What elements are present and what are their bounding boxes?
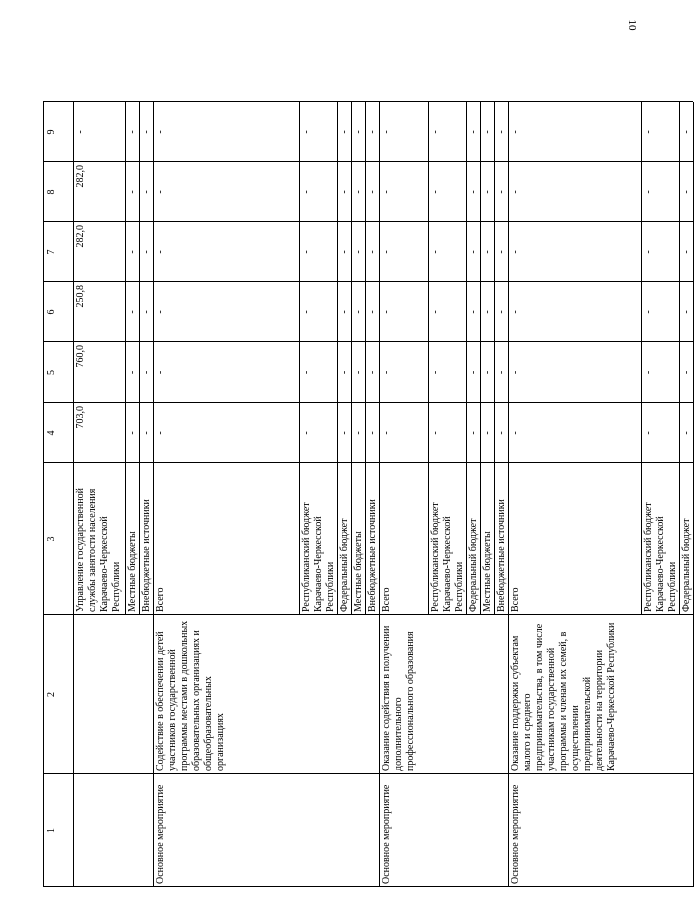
value-cell: - [301, 190, 312, 194]
column-rule [43, 402, 693, 403]
value-cell: 760,0 [75, 345, 86, 368]
value-cell: - [353, 250, 364, 254]
value-cell: - [367, 431, 378, 435]
column-header: 3 [46, 536, 57, 542]
column-header: 9 [46, 129, 57, 135]
column-header: 1 [46, 828, 57, 833]
value-cell: - [496, 250, 507, 254]
value-cell: - [482, 250, 493, 254]
value-cell: - [127, 250, 138, 254]
column-rule [43, 281, 693, 282]
value-cell: 703,0 [75, 406, 86, 429]
value-cell: - [353, 370, 364, 375]
value-cell: - [75, 130, 86, 134]
column-rule [43, 101, 693, 102]
funding-source-cell: Всего [381, 587, 392, 612]
value-cell: - [353, 190, 364, 194]
value-cell: - [301, 130, 312, 134]
value-cell: - [510, 190, 521, 194]
value-cell: - [339, 310, 350, 314]
value-cell: - [381, 190, 392, 194]
row-rule [351, 102, 352, 615]
value-cell: 250,8 [75, 285, 86, 308]
funding-source-cell: Внебюджетные источники [367, 499, 378, 612]
row-rule [428, 102, 429, 615]
column-header: 4 [46, 430, 57, 436]
value-cell: - [301, 431, 312, 435]
value-cell: - [430, 310, 441, 314]
budget-table [43, 34, 692, 887]
row-rule [337, 102, 338, 615]
value-cell: - [127, 130, 138, 134]
value-cell: - [127, 190, 138, 194]
value-cell: - [681, 250, 692, 254]
value-cell: - [141, 310, 152, 314]
value-cell: - [468, 431, 479, 435]
value-cell: - [468, 190, 479, 194]
column-header: 2 [46, 692, 57, 697]
value-cell: - [127, 431, 138, 435]
value-cell: - [681, 310, 692, 314]
value-cell: - [510, 250, 521, 254]
row-rule [480, 102, 481, 615]
column-rule [43, 614, 693, 615]
value-cell: - [353, 310, 364, 314]
funding-source-cell: Федеральный бюджет [468, 518, 479, 612]
value-cell: - [510, 130, 521, 134]
value-cell: - [482, 310, 493, 314]
funding-source-cell: Республиканский бюджет Карачаево-Черкесской Республики [301, 502, 336, 612]
value-cell: - [381, 370, 392, 375]
value-cell: - [367, 130, 378, 134]
funding-source-cell: Местные бюджеты [127, 531, 138, 612]
funding-source-cell: Местные бюджеты [353, 531, 364, 612]
value-cell: - [155, 190, 166, 194]
row-rule [679, 102, 680, 615]
value-cell: - [127, 310, 138, 314]
value-cell: - [339, 130, 350, 134]
value-cell: - [482, 130, 493, 134]
column-rule [43, 221, 693, 222]
value-cell: - [367, 190, 378, 194]
value-cell: - [155, 130, 166, 134]
column-rule [43, 462, 693, 463]
value-cell: - [339, 370, 350, 375]
funding-source-cell: Федеральный бюджет [339, 518, 350, 612]
value-cell: - [141, 250, 152, 254]
funding-source-cell: Федеральный бюджет [681, 518, 692, 612]
value-cell: - [482, 190, 493, 194]
value-cell: - [155, 431, 166, 435]
value-cell: - [468, 310, 479, 314]
value-cell: - [468, 250, 479, 254]
column-rule [43, 886, 693, 887]
funding-source-cell: Республиканский бюджет Карачаево-Черкесской Республики [643, 502, 678, 612]
value-cell: - [155, 250, 166, 254]
funding-source-cell: Внебюджетные источники [496, 499, 507, 612]
column-rule [43, 773, 693, 774]
funding-source-cell: Республиканский бюджет Карачаево-Черкесской Республики [430, 502, 465, 612]
value-cell: - [301, 370, 312, 375]
value-cell: - [510, 310, 521, 314]
value-cell: - [367, 310, 378, 314]
value-cell: - [381, 310, 392, 314]
value-cell: - [510, 370, 521, 375]
measure-name-cell: Оказание поддержки субъектам малого и среднего предпринимательства, в том числе участникам государственной программы и членам их семей, в осуществлении предпринимательской деятельности на территории Карачаево-Черкесской Республики [510, 622, 617, 771]
measure-type-cell: Основное мероприятие [381, 784, 392, 884]
value-cell: - [681, 190, 692, 194]
value-cell: - [496, 310, 507, 314]
funding-source-cell: Внебюджетные источники [141, 499, 152, 612]
value-cell: - [367, 250, 378, 254]
value-cell: - [430, 431, 441, 435]
value-cell: - [381, 431, 392, 435]
value-cell: - [155, 310, 166, 314]
row-rule [125, 102, 126, 615]
value-cell: - [643, 431, 654, 435]
value-cell: - [367, 370, 378, 375]
value-cell: - [353, 431, 364, 435]
row-rule [466, 102, 467, 615]
column-header: 7 [46, 249, 57, 255]
row-rule [73, 102, 74, 887]
measure-name-cell: Оказание содействия в получении дополнительного профессионального образования [381, 625, 416, 771]
value-cell: - [353, 130, 364, 134]
value-cell: - [381, 250, 392, 254]
value-cell: - [430, 130, 441, 134]
funding-source-cell: Всего [510, 587, 521, 612]
value-cell: - [496, 190, 507, 194]
value-cell: - [141, 190, 152, 194]
value-cell: - [141, 431, 152, 435]
column-header: 8 [46, 189, 57, 195]
value-cell: - [430, 190, 441, 194]
value-cell: - [430, 370, 441, 375]
value-cell: - [301, 250, 312, 254]
value-cell: - [381, 130, 392, 134]
column-rule [43, 161, 693, 162]
column-header: 5 [46, 370, 57, 375]
row-rule [139, 102, 140, 615]
row-rule [365, 102, 366, 615]
row-rule [379, 102, 380, 887]
value-cell: - [681, 130, 692, 134]
value-cell: - [155, 370, 166, 375]
funding-source-cell: Местные бюджеты [482, 531, 493, 612]
value-cell: - [339, 250, 350, 254]
value-cell: - [643, 190, 654, 194]
funding-source-cell: Всего [155, 587, 166, 612]
value-cell: - [643, 250, 654, 254]
column-header: 6 [46, 309, 57, 315]
value-cell: - [468, 130, 479, 134]
value-cell: - [496, 431, 507, 435]
value-cell: - [339, 190, 350, 194]
row-rule [641, 102, 642, 615]
value-cell: - [339, 431, 350, 435]
row-rule [153, 102, 154, 887]
measure-name-cell: Содействие в обеспечении детей участников государственной программы местами в дошкольных образовательных организациях и общеобразовательных организациях [155, 620, 226, 771]
row-rule [299, 102, 300, 615]
value-cell: - [430, 250, 441, 254]
value-cell: - [510, 431, 521, 435]
column-rule [43, 341, 693, 342]
value-cell: - [482, 370, 493, 375]
measure-type-cell: Основное мероприятие [510, 784, 521, 884]
measure-type-cell: Основное мероприятие [155, 784, 166, 884]
value-cell: - [482, 431, 493, 435]
value-cell: - [643, 370, 654, 375]
value-cell: 282,0 [75, 165, 86, 188]
value-cell: - [681, 370, 692, 375]
value-cell: 282,0 [75, 225, 86, 248]
value-cell: - [127, 370, 138, 375]
value-cell: - [643, 310, 654, 314]
page-number: 10 [626, 19, 638, 31]
value-cell: - [141, 130, 152, 134]
value-cell: - [141, 370, 152, 375]
row-rule [494, 102, 495, 615]
value-cell: - [681, 431, 692, 435]
funding-source-cell: Управление государственной службы занятости населения Карачаево-Черкесской Республики [75, 488, 122, 612]
value-cell: - [301, 310, 312, 314]
row-rule [508, 102, 509, 887]
value-cell: - [643, 130, 654, 134]
value-cell: - [496, 130, 507, 134]
value-cell: - [496, 370, 507, 375]
value-cell: - [468, 370, 479, 375]
row-rule [43, 102, 44, 887]
